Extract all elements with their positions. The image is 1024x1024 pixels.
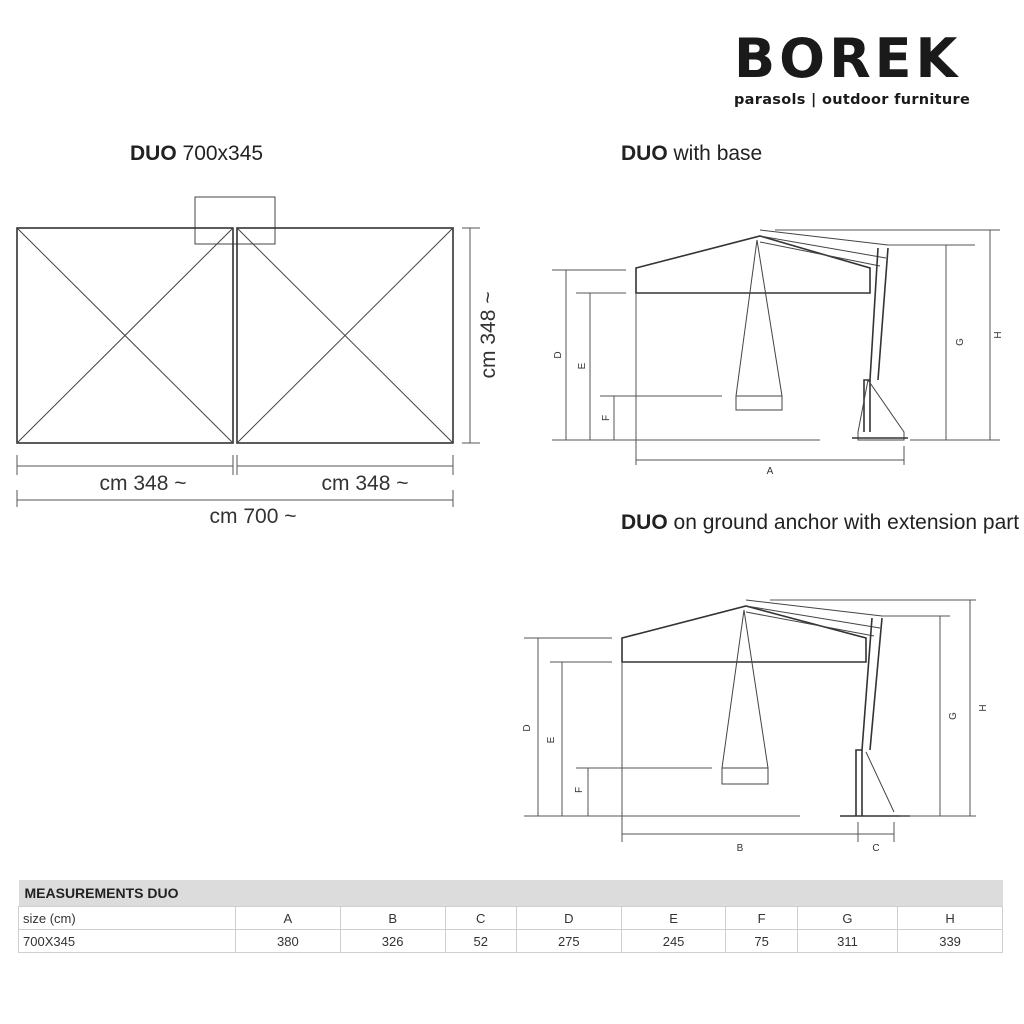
brand-tagline: parasols | outdoor furniture [734, 92, 971, 108]
extension-strut [866, 752, 894, 812]
brand-name: BOREK [734, 27, 962, 90]
label-a: A [766, 466, 774, 477]
table-title-row [19, 880, 1003, 907]
table-cell: 380 [236, 930, 341, 953]
column-header: D [516, 907, 621, 930]
table-cell: 245 [621, 930, 726, 953]
label-e: E [546, 736, 557, 744]
table-cell: 339 [898, 930, 1003, 953]
label-g: G [955, 338, 966, 346]
table-cell: 311 [797, 930, 897, 953]
base-view-title-rest: with base [673, 142, 763, 165]
column-header: B [340, 907, 445, 930]
table-title: MEASUREMENTS DUO [19, 880, 1003, 907]
measurements-table [18, 880, 1003, 953]
label-e: E [577, 362, 588, 370]
column-header: E [621, 907, 726, 930]
column-header: size (cm) [19, 907, 236, 930]
table-cell: 52 [445, 930, 516, 953]
folded-parasol-bottom [722, 768, 768, 784]
column-header: A [236, 907, 341, 930]
canopy-right-arm [746, 600, 882, 616]
dim-depth: cm 348 ~ [477, 291, 500, 379]
anchor-view-title-rest: on ground anchor with extension part [673, 511, 1020, 534]
label-h: H [993, 331, 1004, 339]
label-h: H [978, 704, 989, 712]
table-row [19, 930, 1003, 953]
label-c: C [872, 843, 880, 854]
dim-width-right: cm 348 ~ [321, 472, 409, 495]
base-view-title-bold: DUO [621, 142, 668, 165]
top-view-title-bold: DUO [130, 142, 177, 165]
label-b: B [736, 843, 744, 854]
table-header-row [19, 907, 1003, 930]
label-g: G [948, 712, 959, 720]
label-d: D [553, 351, 564, 359]
dim-total: cm 700 ~ [209, 505, 297, 528]
mast [856, 618, 872, 816]
top-view-title-rest: 700x345 [182, 142, 264, 165]
column-header: G [797, 907, 897, 930]
label-f: F [601, 414, 612, 422]
label-f: F [574, 786, 585, 794]
dim-width-left: cm 348 ~ [99, 472, 187, 495]
table-cell: 275 [516, 930, 621, 953]
table-cell: 326 [340, 930, 445, 953]
mast [870, 618, 882, 750]
canopy [622, 606, 866, 662]
table-cell: 75 [726, 930, 797, 953]
table-cell: 700X345 [19, 930, 236, 953]
column-header: C [445, 907, 516, 930]
label-d: D [522, 724, 533, 732]
anchor-view-title-bold: DUO [621, 511, 668, 534]
column-header: H [898, 907, 1003, 930]
column-header: F [726, 907, 797, 930]
folded-parasol [722, 610, 768, 768]
